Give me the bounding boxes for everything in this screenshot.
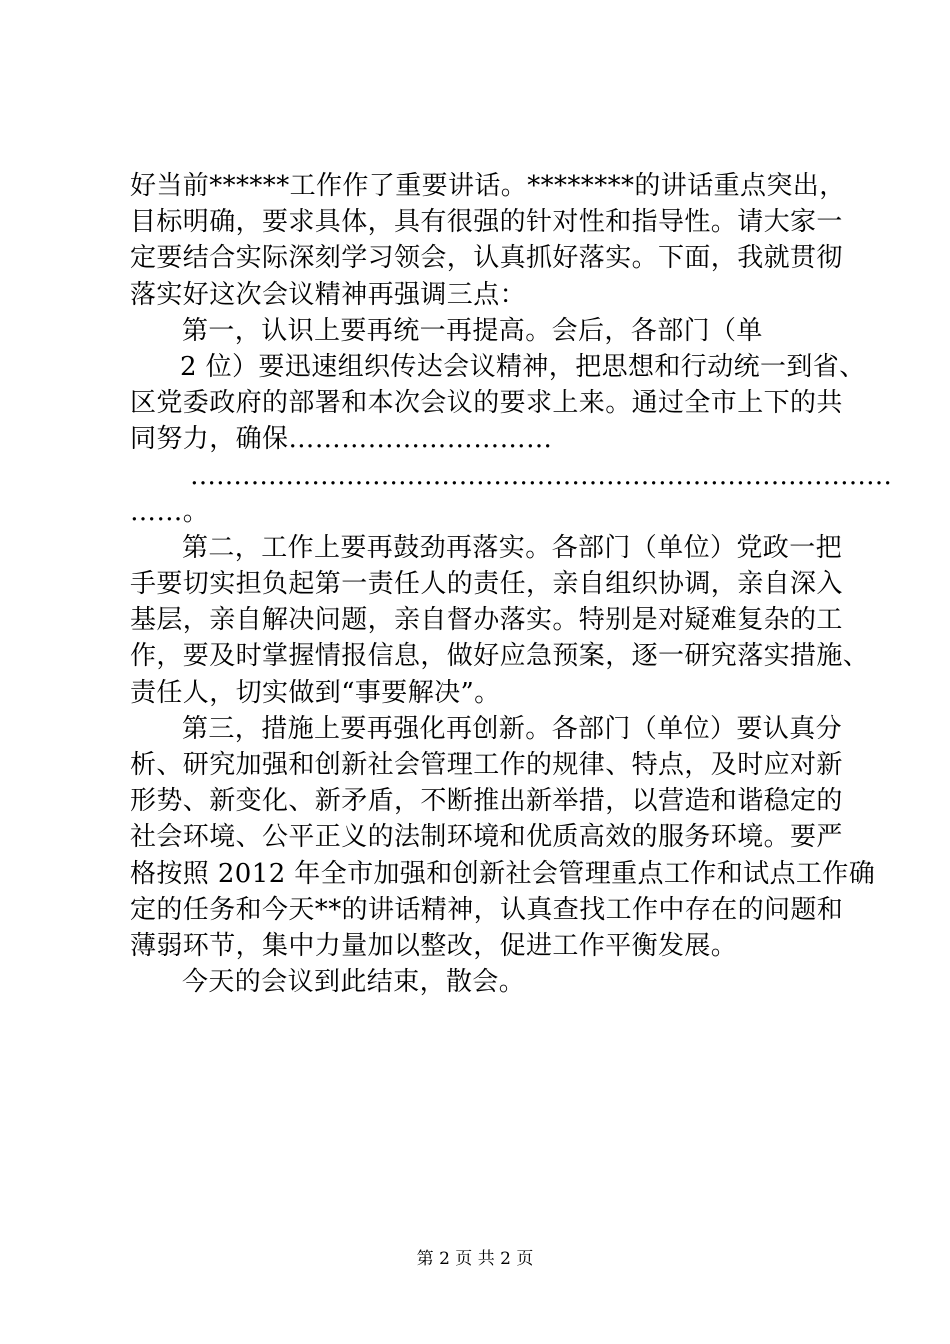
ellipsis-end-line: ……。 [130, 496, 210, 527]
text-line: 2 位）要迅速组织传达会议精神，把思想和行动统一到省、 [180, 351, 866, 382]
page-number-label: 第 2 页 共 2 页 [416, 1249, 534, 1269]
text-line: 形势、新变化、新矛盾，不断推出新举措，以营造和谐稳定的 [130, 786, 843, 817]
text-line: 定要结合实际深刻学习领会，认真抓好落实。下面，我就贯彻 [130, 243, 843, 274]
text-line: 好当前******工作作了重要讲话。********的讲话重点突出， [130, 171, 846, 201]
text-line: 格按照 2012 年全市加强和创新社会管理重点工作和试点工作确 [130, 858, 876, 889]
text-line: 落实好这次会议精神再强调三点： [130, 279, 527, 310]
text-line: 基层，亲自解决问题，亲自督办落实。特别是对疑难复杂的工 [130, 605, 843, 636]
paragraph-first-point: 第一，认识上要再统一再提高。会后，各部门（单 [182, 315, 763, 346]
text-line: 定的任务和今天**的讲话精神，认真查找工作中存在的问题和 [130, 894, 844, 925]
text-line: 手要切实担负起第一责任人的责任，亲自组织协调，亲自深入 [130, 569, 843, 600]
text-line: 薄弱环节，集中力量加以整改，促进工作平衡发展。 [130, 930, 738, 961]
paragraph-second-point: 第二，工作上要再鼓劲再落实。各部门（单位）党政一把 [182, 532, 843, 563]
ellipsis-line: ……………………………………………………………………… [190, 460, 892, 491]
page-footer [0, 1244, 950, 1269]
paragraph-third-point: 第三，措施上要再强化再创新。各部门（单位）要认真分 [182, 713, 843, 744]
text-line: 析、研究加强和创新社会管理工作的规律、特点，及时应对新 [130, 750, 843, 780]
text-line: 区党委政府的部署和本次会议的要求上来。通过全市上下的共 [130, 388, 843, 419]
closing-line: 今天的会议到此结束，散会。 [182, 967, 526, 998]
text-line: 社会环境、公平正义的法制环境和优质高效的服务环境。要严 [130, 822, 843, 853]
text-line: 责任人，切实做到“事要解决”。 [130, 677, 501, 708]
text-line: 同努力，确保………………………… [130, 424, 553, 455]
text-line: 目标明确，要求具体，具有很强的针对性和指导性。请大家一 [130, 207, 843, 238]
document-body [130, 168, 892, 1000]
text-line: 作，要及时掌握情报信息，做好应急预案，逐一研究落实措施、 [130, 641, 870, 672]
